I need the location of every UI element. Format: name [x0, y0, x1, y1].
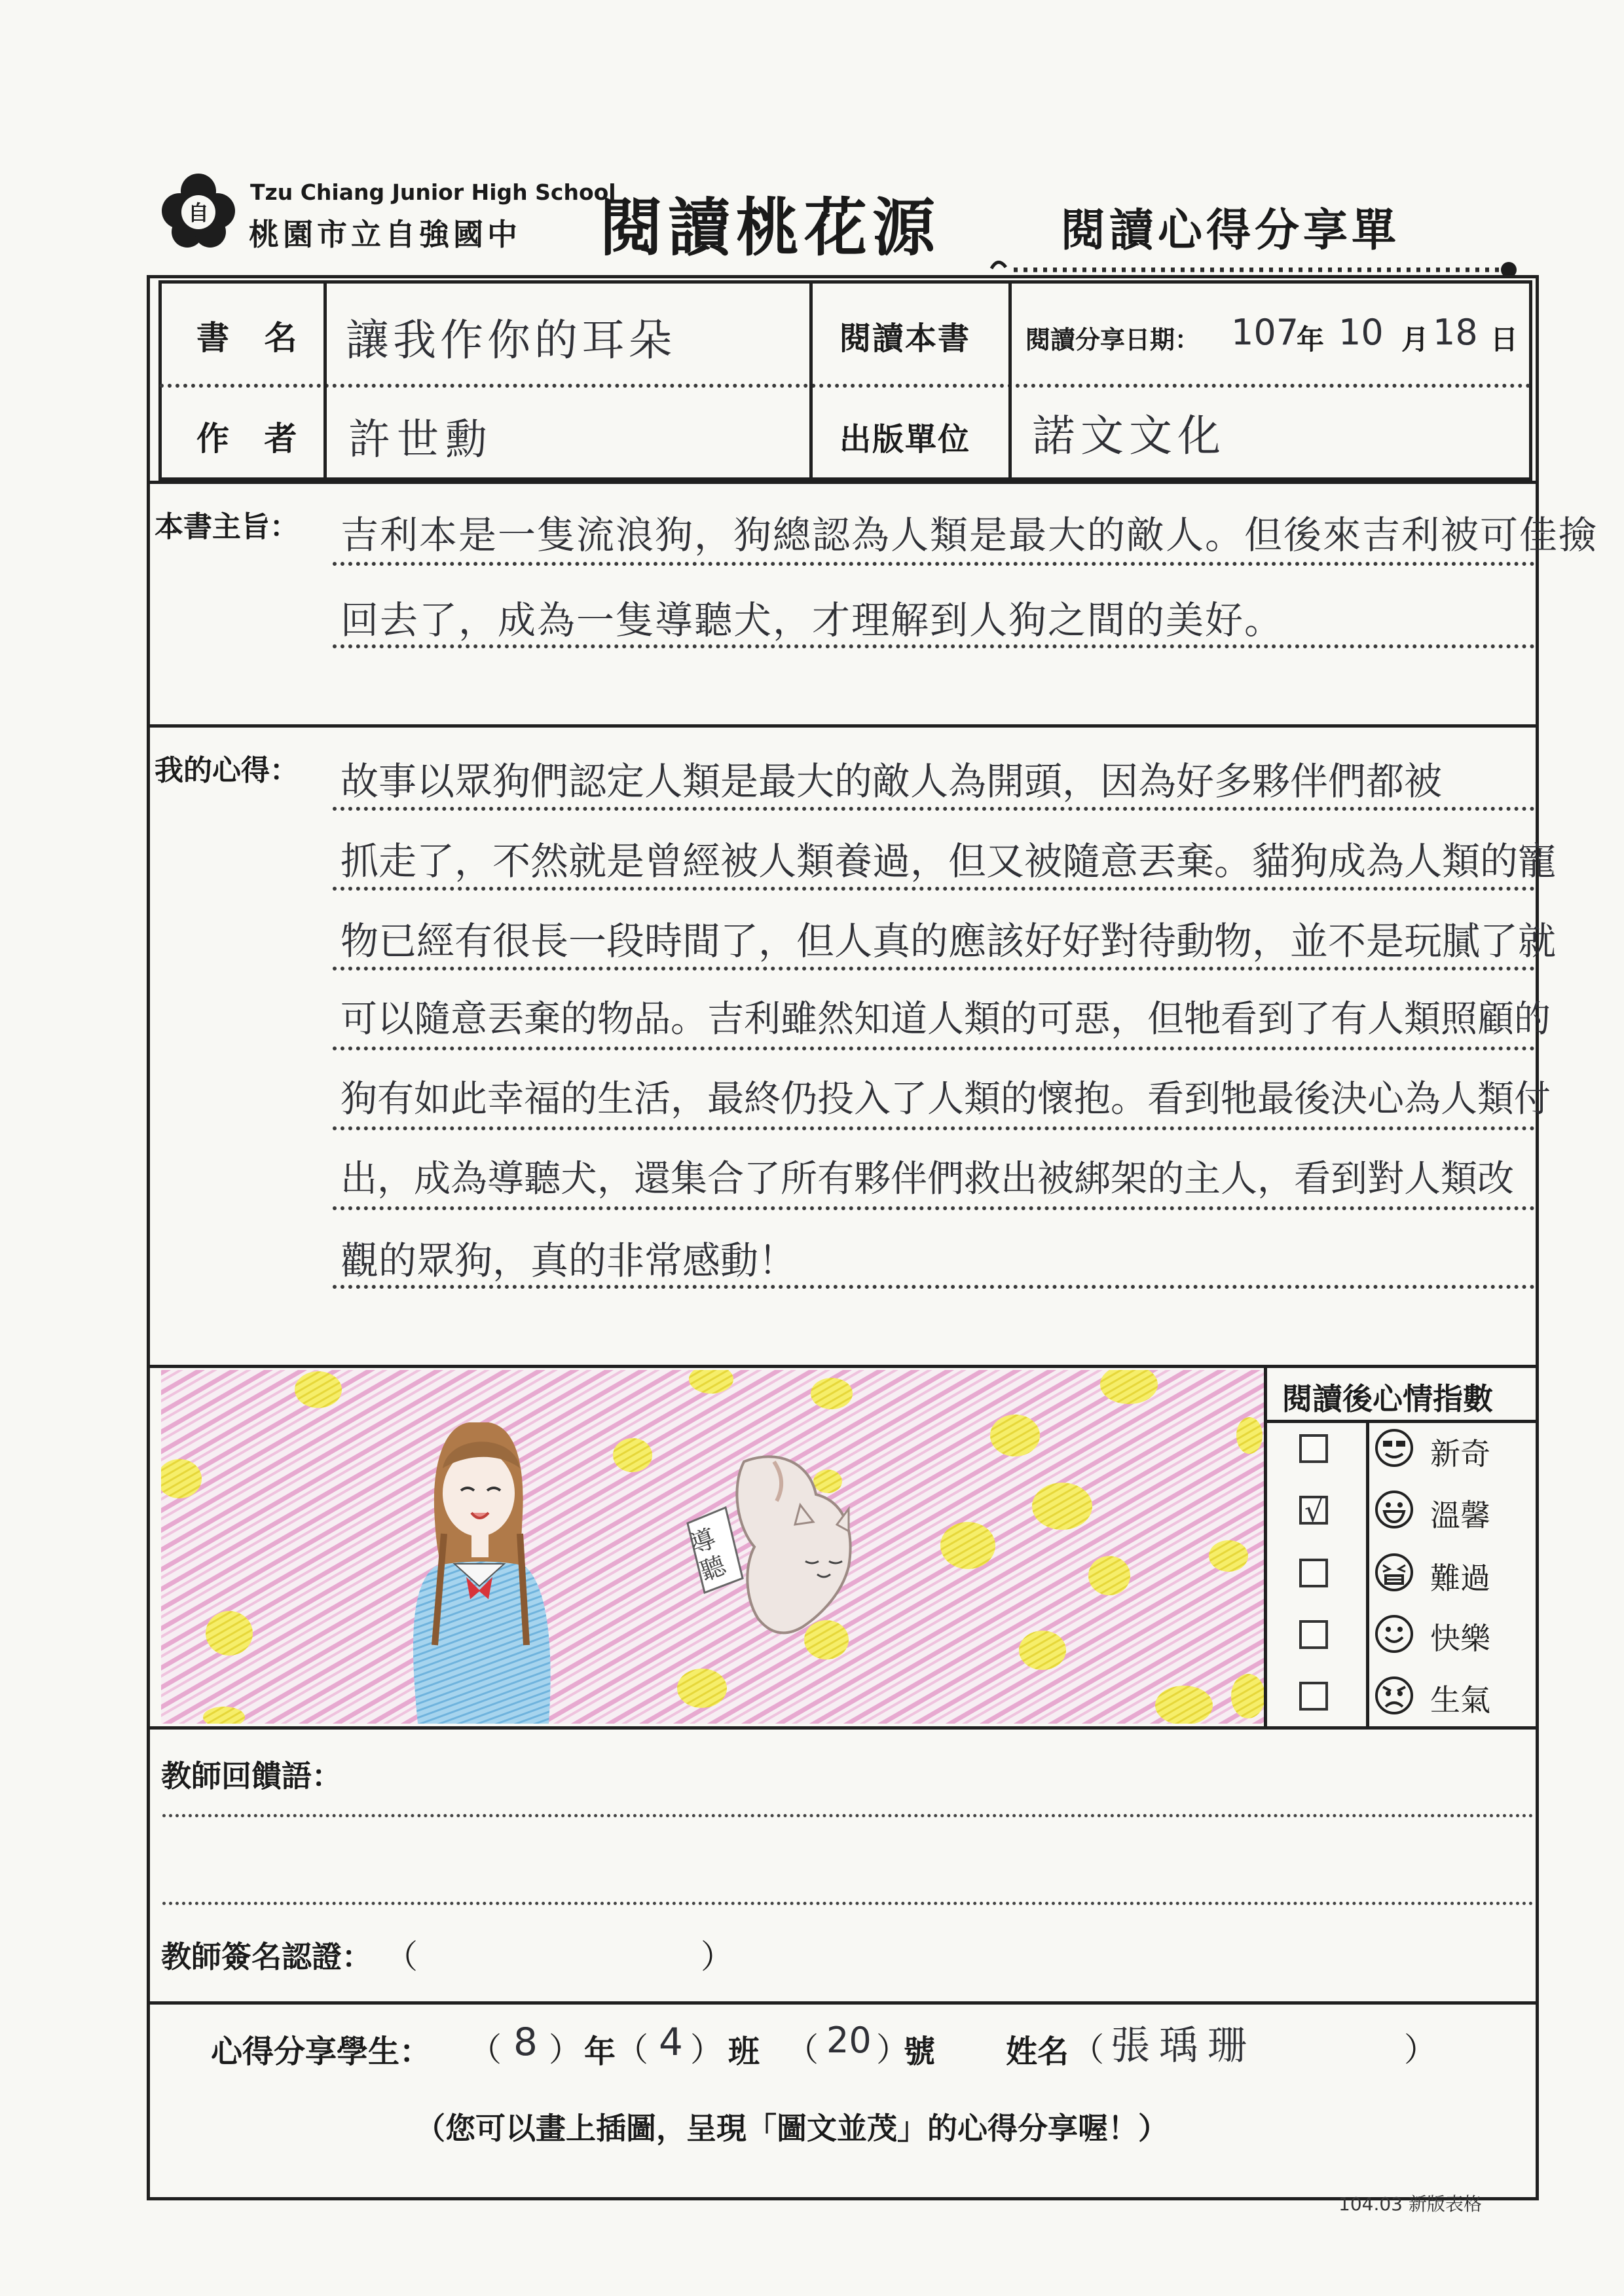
angry-face-icon [1374, 1675, 1414, 1716]
reflection-rule [333, 807, 1535, 811]
student-number: 20 [826, 2020, 872, 2061]
mood-check-col [1366, 1420, 1369, 1729]
book-name-label: 書 名 [196, 319, 309, 357]
doodle-sign-text: 導聽 [686, 1523, 729, 1587]
reflection-line-2: 抓走了，不然就是曾經被人類養過，但又被隨意丟棄。貓狗成為人類的寵 [341, 839, 1557, 883]
theme-label: 本書主旨： [155, 510, 299, 544]
info-col-3 [1008, 280, 1012, 481]
teacher-top-border [147, 1726, 1539, 1730]
read-date-day-unit: 日 [1490, 324, 1519, 356]
school-name-zh: 桃園市立自強國中 [249, 217, 521, 252]
reflection-line-7: 觀的眾狗，真的非常感動！ [341, 1238, 797, 1283]
mood-label-angry: 生氣 [1430, 1682, 1490, 1718]
student-class: 4 [659, 2020, 683, 2064]
reflection-rule [333, 1206, 1535, 1210]
mood-title: 閱讀後心情指數 [1282, 1381, 1493, 1416]
reflection-line-3: 物已經有很長一段時間了，但人真的應該好好對待動物，並不是玩膩了就 [341, 919, 1557, 963]
theme-line-1: 吉利本是一隻流浪狗，狗總認為人類是最大的敵人。但後來吉利被可佳撿 [341, 513, 1598, 557]
author-value: 許世勳 [348, 416, 494, 464]
mood-label-novel: 新奇 [1430, 1436, 1490, 1472]
read-date-day: 18 [1433, 312, 1478, 353]
crying-face-icon [1374, 1552, 1414, 1593]
student-name: 張瑀珊 [1111, 2023, 1256, 2069]
svg-text:自: 自 [187, 200, 210, 225]
mood-checkbox-novel[interactable] [1299, 1434, 1328, 1463]
mood-label-sad: 難過 [1430, 1561, 1490, 1596]
class-close-paren: ） [690, 2031, 723, 2069]
reflection-label: 我的心得： [155, 754, 299, 787]
mood-checkbox-happy[interactable] [1299, 1620, 1328, 1649]
mood-checkbox-sad[interactable] [1299, 1559, 1328, 1587]
book-name-value: 讓我作你的耳朵 [346, 315, 676, 365]
reflection-line-4: 可以隨意丟棄的物品。吉利雖然知道人類的可惡，但牠看到了有人類照顧的 [341, 998, 1551, 1041]
program-title: 閱讀桃花源 [600, 191, 940, 265]
mood-label-warm: 溫馨 [1430, 1498, 1490, 1533]
class-unit: 班 [728, 2033, 760, 2070]
read-date-month: 10 [1338, 312, 1384, 353]
number-close-paren: ） [876, 2031, 909, 2069]
reflection-line-6: 出，成為導聽犬，還集合了所有夥伴們救出被綁架的主人，看到對人類改 [341, 1158, 1514, 1200]
teacher-signature-open-paren: （ [385, 1938, 418, 1976]
author-label: 作 者 [196, 420, 309, 458]
publisher-value: 諾文文化 [1032, 411, 1226, 461]
theme-line-2: 回去了，成為一隻導聽犬，才理解到人狗之間的美好。 [341, 598, 1284, 642]
check-mark-icon: √ [1304, 1493, 1324, 1528]
grade-close-paren: ） [549, 2031, 581, 2069]
reflection-rule [333, 1126, 1535, 1130]
info-col-1 [323, 280, 327, 481]
feedback-rule-2 [162, 1902, 1534, 1905]
name-open-paren: （ [1071, 2031, 1104, 2069]
teacher-feedback-label: 教師回饋語： [161, 1758, 342, 1794]
reflection-rule [333, 1046, 1535, 1050]
student-top-border [147, 2001, 1539, 2005]
school-name-en: Tzu Chiang Junior High School [250, 179, 616, 205]
grade-unit: 年 [584, 2033, 616, 2070]
mood-title-divider [1264, 1420, 1539, 1423]
student-label: 心得分享學生： [211, 2033, 432, 2070]
this-book-label: 閱讀本書 [840, 320, 971, 357]
student-grade: 8 [513, 2020, 538, 2064]
grade-open-paren: （ [469, 2031, 502, 2069]
doodle-top-border [147, 1365, 1539, 1368]
reflection-rule [333, 887, 1535, 891]
read-date-month-unit: 月 [1401, 324, 1430, 356]
teacher-signature-close-paren: ） [701, 1938, 733, 1976]
number-open-paren: （ [786, 2031, 819, 2069]
read-date-year-unit: 年 [1297, 324, 1325, 356]
info-table-divider [160, 384, 1531, 388]
info-col-2 [809, 280, 813, 481]
read-date-year: 107 [1231, 312, 1299, 353]
reflection-rule [333, 967, 1535, 971]
theme-rule-2 [333, 644, 1535, 648]
reflection-line-5: 狗有如此幸福的生活，最終仍投入了人類的懷抱。看到牠最後決心為人類付 [341, 1078, 1551, 1120]
theme-rule-1 [333, 562, 1535, 566]
mood-checkbox-angry[interactable] [1299, 1682, 1328, 1711]
school-logo-icon [160, 172, 237, 249]
form-version: 104.03 新版表格 [1338, 2193, 1482, 2215]
reflection-rule [333, 1285, 1535, 1289]
illustration-note: （您可以畫上插圖，呈現「圖文並茂」的心得分享喔！） [415, 2111, 1168, 2146]
read-date-label: 閱讀分享日期： [1025, 325, 1200, 354]
name-label: 姓名 [1006, 2033, 1069, 2070]
grin-face-icon [1374, 1489, 1414, 1530]
mood-checkbox-warm[interactable] [1299, 1493, 1328, 1528]
cool-face-icon [1374, 1428, 1414, 1468]
number-unit: 號 [904, 2033, 936, 2070]
class-open-paren: （ [616, 2031, 648, 2069]
teacher-signature-label: 教師簽名認證： [161, 1939, 372, 1974]
name-close-paren: ） [1404, 2031, 1437, 2069]
reflection-line-1: 故事以眾狗們認定人類是最大的敵人為開頭，因為好多夥伴們都被 [341, 759, 1443, 804]
publisher-label: 出版單位 [840, 421, 971, 458]
smile-face-icon [1374, 1614, 1414, 1654]
reflection-top-border [147, 724, 1539, 728]
form-title: 閱讀心得分享單 [1061, 205, 1401, 257]
theme-top-border [147, 481, 1539, 484]
feedback-rule-1 [162, 1814, 1534, 1817]
mood-label-happy: 快樂 [1430, 1621, 1490, 1656]
